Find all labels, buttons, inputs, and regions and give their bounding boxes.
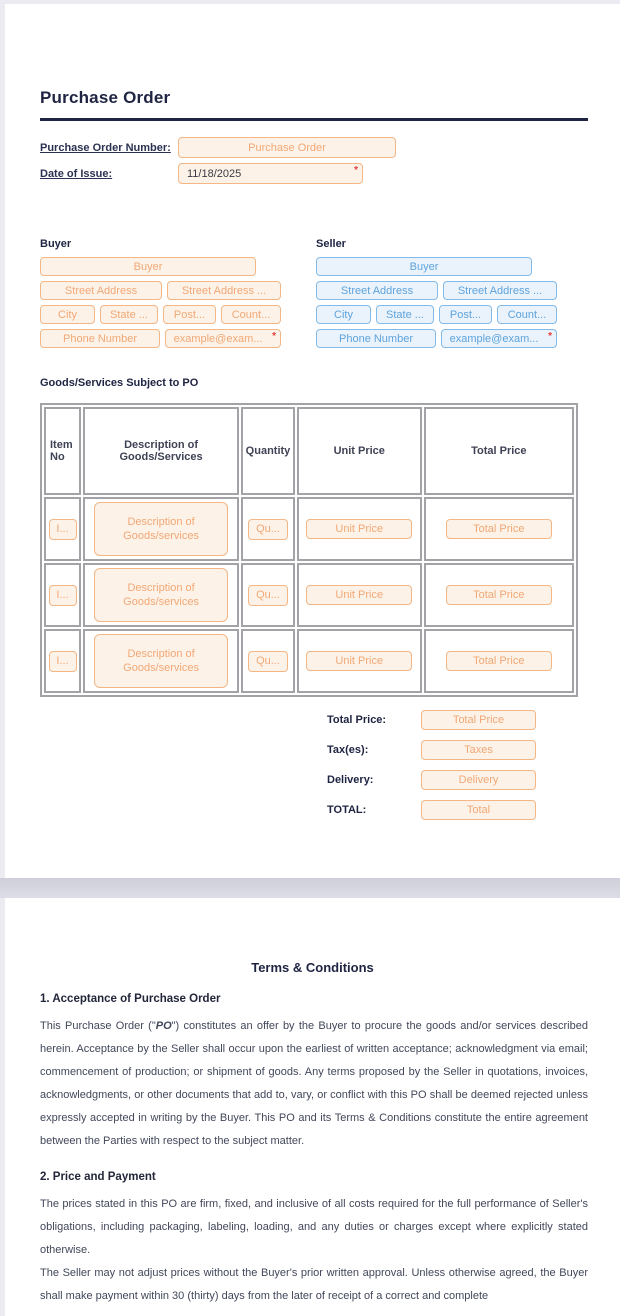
buyer-section <box>40 238 281 353</box>
required-asterisk: * <box>272 331 276 342</box>
section1-po-abbrev: PO <box>155 1020 172 1032</box>
buyer-name-input[interactable]: Buyer <box>40 257 256 276</box>
total-price-summary-input[interactable]: Total Price <box>421 710 536 730</box>
po-number-input[interactable]: Purchase Order <box>178 137 396 158</box>
buyer-email-placeholder: example@exam... <box>173 332 263 345</box>
buyer-postal-input[interactable]: Post... <box>163 305 216 324</box>
seller-city-input[interactable]: City <box>316 305 371 324</box>
taxes-label: Tax(es): <box>327 743 369 756</box>
seller-state-input[interactable]: State ... <box>376 305 434 324</box>
goods-section-heading: Goods/Services Subject to PO <box>40 377 199 389</box>
total-price-input[interactable]: Total Price <box>446 519 552 539</box>
date-of-issue-row <box>40 163 588 184</box>
seller-postal-input[interactable]: Post... <box>439 305 492 324</box>
date-of-issue-input[interactable] <box>178 163 363 184</box>
item-no-input[interactable]: I... <box>49 585 77 606</box>
po-number-label: Purchase Order Number: <box>40 141 171 154</box>
parties-section <box>40 238 588 353</box>
po-number-row <box>40 137 588 158</box>
buyer-phone-input[interactable]: Phone Number <box>40 329 160 348</box>
col-header-quantity: Quantity <box>241 407 295 495</box>
description-input[interactable]: Description of Goods/services <box>94 568 228 622</box>
buyer-country-input[interactable]: Count... <box>221 305 281 324</box>
goods-table <box>40 403 578 697</box>
description-input[interactable]: Description of Goods/services <box>94 634 228 688</box>
totals-section <box>5 709 620 820</box>
col-header-description: Description of Goods/Services <box>83 407 239 495</box>
unit-price-input[interactable]: Unit Price <box>306 585 412 605</box>
description-input[interactable]: Description of Goods/services <box>94 502 228 556</box>
seller-street2-input[interactable]: Street Address ... <box>443 281 557 300</box>
delivery-row <box>5 769 620 790</box>
taxes-row <box>5 739 620 760</box>
section2-paragraph-2: The Seller may not adjust prices without the Buyer's prior written approval. Unless otherwise agreed, the Buyer shall make payment within 30 (thirty) days from the later of receipt of a correct and complete <box>40 1267 588 1302</box>
total-price-row <box>5 709 620 730</box>
total-price-input[interactable]: Total Price <box>446 651 552 671</box>
delivery-label: Delivery: <box>327 773 374 786</box>
section2-paragraph-1: The prices stated in this PO are firm, fixed, and inclusive of all costs required for the full performance of Seller's obligations, including packaging, labeling, loading, and any duties or charges except where explicitly stated otherwise. <box>40 1198 588 1256</box>
seller-section <box>316 238 557 353</box>
buyer-heading: Buyer <box>40 238 72 250</box>
seller-country-input[interactable]: Count... <box>497 305 557 324</box>
page-break-divider <box>0 878 620 898</box>
goods-header-row <box>44 407 574 495</box>
unit-price-input[interactable]: Unit Price <box>306 519 412 539</box>
col-header-unit-price: Unit Price <box>297 407 422 495</box>
seller-street1-input[interactable]: Street Address <box>316 281 438 300</box>
seller-email-input[interactable] <box>441 329 557 348</box>
section1-text-post: ") constitutes an offer by the Buyer to procure the goods and/or services described herein. Acceptance by the Seller shall occur upon the earliest of written acceptance; acknowledgment via email; commencement of production; or shipment of goods. Any terms proposed by the Seller in quotations, invoices, acknowledgments, or other documents that add to, vary, or conflict with this PO shall be deemed rejected unless expressly accepted in writing by the Buyer. This PO and its Terms & Conditions constitute the entire agreement between the Parties with respect to the subject matter. <box>40 1020 588 1147</box>
buyer-email-input[interactable] <box>165 329 281 348</box>
quantity-input[interactable]: Qu... <box>248 585 288 606</box>
date-of-issue-value: 11/18/2025 <box>187 167 242 180</box>
buyer-city-input[interactable]: City <box>40 305 95 324</box>
po-form-page <box>5 4 620 878</box>
seller-heading: Seller <box>316 238 346 250</box>
terms-heading: Terms & Conditions <box>251 960 374 975</box>
section2-title: 2. Price and Payment <box>40 1171 156 1183</box>
seller-name-input[interactable]: Buyer <box>316 257 532 276</box>
grand-total-input[interactable]: Total <box>421 800 536 820</box>
unit-price-input[interactable]: Unit Price <box>306 651 412 671</box>
section1-paragraph <box>40 1015 588 1153</box>
total-price-input[interactable]: Total Price <box>446 585 552 605</box>
col-header-item-no: Item No <box>44 407 81 495</box>
item-no-input[interactable]: I... <box>49 519 77 540</box>
quantity-input[interactable]: Qu... <box>248 651 288 672</box>
grand-total-label: TOTAL: <box>327 803 367 816</box>
delivery-input[interactable]: Delivery <box>421 770 536 790</box>
item-no-input[interactable]: I... <box>49 651 77 672</box>
page-title: Purchase Order <box>40 88 588 121</box>
seller-phone-input[interactable]: Phone Number <box>316 329 436 348</box>
goods-row <box>44 497 574 561</box>
grand-total-row <box>5 799 620 820</box>
terms-page <box>5 898 620 1316</box>
date-of-issue-label: Date of Issue: <box>40 167 113 180</box>
buyer-street2-input[interactable]: Street Address ... <box>167 281 281 300</box>
required-asterisk: * <box>548 331 552 342</box>
buyer-street1-input[interactable]: Street Address <box>40 281 162 300</box>
quantity-input[interactable]: Qu... <box>248 519 288 540</box>
section1-text-pre: This Purchase Order (" <box>40 1020 156 1032</box>
required-asterisk: * <box>354 165 358 176</box>
section1-title: 1. Acceptance of Purchase Order <box>40 993 221 1005</box>
taxes-input[interactable]: Taxes <box>421 740 536 760</box>
goods-row <box>44 563 574 627</box>
col-header-total-price: Total Price <box>424 407 574 495</box>
goods-row <box>44 629 574 693</box>
seller-email-placeholder: example@exam... <box>449 332 539 345</box>
buyer-state-input[interactable]: State ... <box>100 305 158 324</box>
total-price-label: Total Price: <box>327 713 387 726</box>
